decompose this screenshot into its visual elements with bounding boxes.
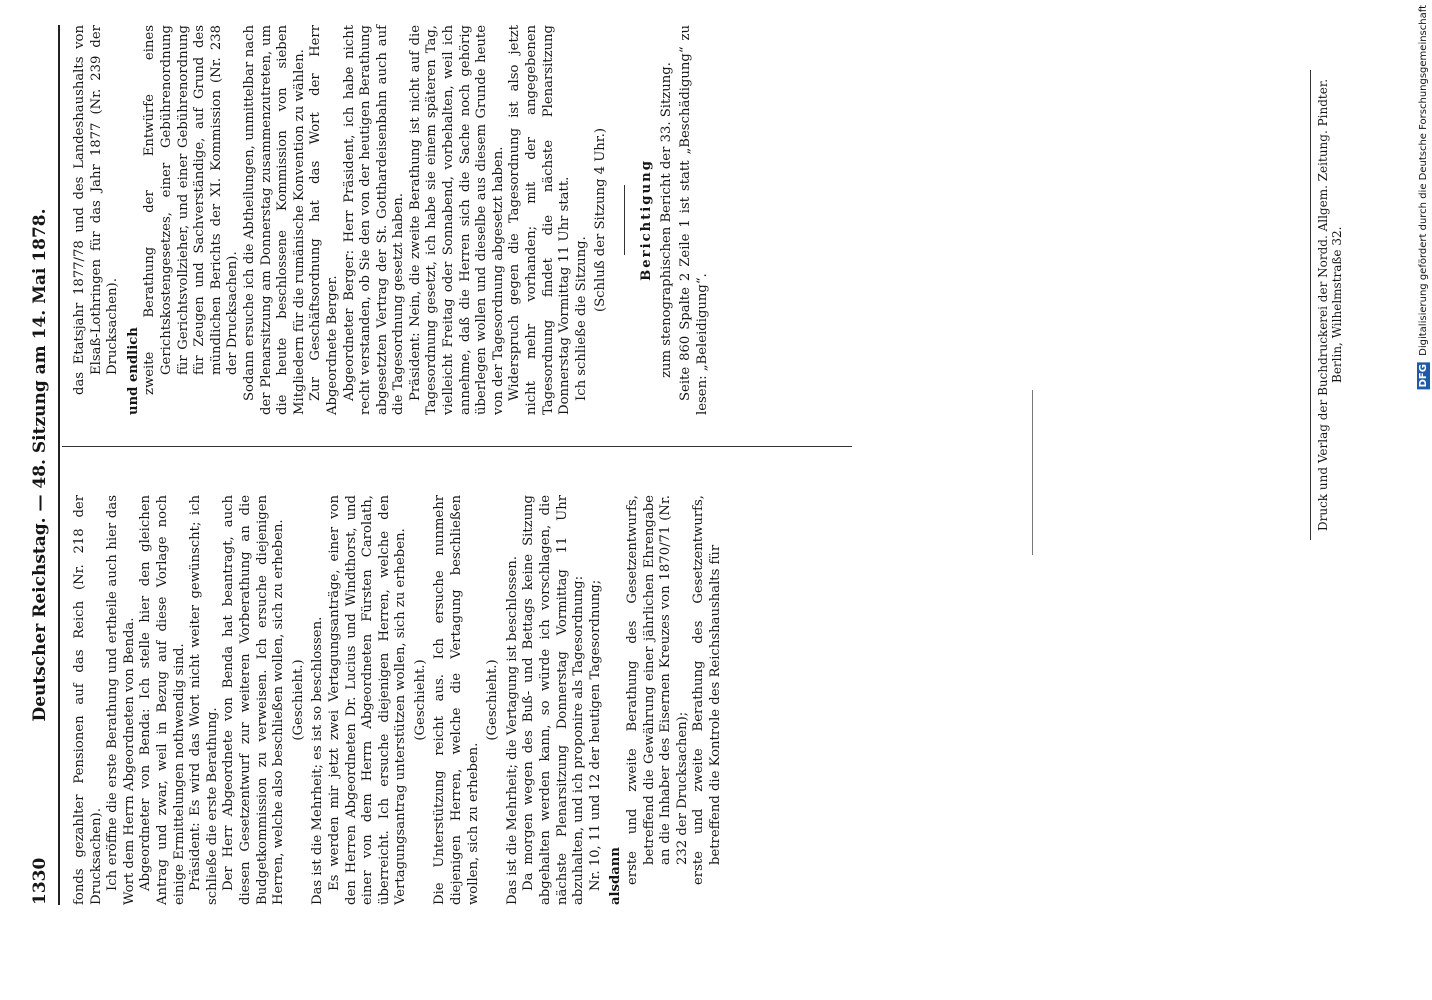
page-number: 1330 (30, 857, 50, 905)
scan-artifact-line (1032, 390, 1033, 555)
agenda-connector: alsdann (608, 847, 624, 905)
paragraph: Präsident: Nein, die zweite Berathung ist nicht auf die Tagesordnung gesetzt, ich habe sie einem späteren Tag, vielleicht Freitag oder Sonnabend, vorbehalten, weil ich annehme, daß die Herren sich die Sache noch gehörig überlegen wollen und dieselbe aus diesem Grunde heute von der Tagesordnung abgesetzt haben. (407, 25, 506, 415)
paragraph: Das ist die Mehrheit; die Vertagung ist beschlossen. (504, 556, 520, 905)
paragraph: Der Herr Abgeordnete von Benda hat beantragt, auch diesen Gesetzentwurf zur weiteren Vorberathung an die Budgetkommission zu verweisen. Ich ersuche diejenigen Herren, welche also beschließen wollen, sich zu erheben. (221, 495, 287, 905)
imprint-block (1300, 70, 1350, 540)
paragraph: Sodann ersuche ich die Abtheilungen, unmittelbar nach der Plenarsitzung am Donnerstag zusammenzutreten, um die heute beschlossene Kommission von sieben Mitgliedern für die rumänische Konvention zu wählen. (241, 25, 307, 415)
agenda-item: zweite Berathung der Entwürfe eines Gerichtskostengesetzes, einer Gebührenordnung für Gerichtsvollzieher, und einer Gebührenordnung für Zeugen und Sachverständige, auf Grund des mündlichen Berichts der XI. Kommission (Nr. 238 der Drucksachen). (142, 25, 241, 395)
agenda-item: das Etatsjahr 1877/78 und des Landeshaushalts von Elsaß-Lothringen für das Jahr 1877 (Nr. 239 der Drucksachen). (72, 25, 121, 395)
paragraph: Da morgen wegen des Buß- und Bettags keine Sitzung abgehalten werden kann, so würde ich vorschlagen, die nächste Plenarsitzung Donnerstag Vormittag 11 Uhr abzuhalten, und ich proponire als Tagesordnung: (521, 495, 587, 905)
dfg-logo: DFG (1418, 364, 1429, 388)
column-separator (62, 446, 852, 447)
session-close: (Schluß der Sitzung 4 Uhr.) (593, 128, 609, 313)
paragraph: Präsident: Es wird das Wort nicht weiter gewünscht; ich schließe die erste Berathung. (188, 495, 220, 905)
digitization-credit (1417, 5, 1430, 389)
paragraph: Es werden mir jetzt zwei Vertagungsanträge, einer von den Herren Abgeordneten Dr. Lucius und Windthorst, und einer von dem Herrn Abgeordneten Fürsten Carolath, überreicht. Ich ersuche diejenigen Herren, welche den Vertagungsantrag unterstützen wollen, sich zu erheben. (326, 495, 409, 905)
agenda-connector: und endlich (125, 327, 141, 415)
imprint: Druck und Verlag der Buchdruckerei der Nordd. Allgem. Zeitung. Pindter. Berlin, Wilhelmstraße 32. (1316, 78, 1344, 532)
correction-heading: Berichtigung (639, 159, 654, 281)
header-rule (58, 25, 60, 905)
agenda-item: Nr. 10, 11 und 12 der heutigen Tagesordnung; (587, 579, 603, 891)
paragraph: Abgeordneter Berger: Herr Präsident, ich habe nicht recht verstanden, ob Sie den von der heutigen Berathung abgesetzten Vertrag der St. Gotthardeisenbahn auch auf die Tagesordnung gesetzt haben. (341, 25, 407, 415)
right-column (72, 25, 711, 415)
left-column (72, 495, 725, 905)
paragraph: Ich schließe die Sitzung. (573, 236, 589, 401)
running-title: Deutscher Reichstag. — 48. Sitzung am 14. Mai 1878. (30, 208, 50, 722)
imprint-rule (1310, 70, 1311, 540)
paragraph: Abgeordneter von Benda: Ich stelle hier den gleichen Antrag und zwar, weil in Bezug auf diese Vorlage noch einige Ermittelungen nothwendig sind. (138, 495, 187, 905)
section-rule (624, 185, 625, 255)
correction-text: Seite 860 Spalte 2 Zeile 1 ist statt „Beschädigung“ zu lesen: „Beleidigung“. (678, 25, 710, 415)
paragraph: Die Unterstützung reicht aus. Ich ersuche nunmehr diejenigen Herren, welche die Vertagung beschließen wollen, sich zu erheben. (432, 495, 481, 905)
paragraph: Widerspruch gegen die Tagesordnung ist also jetzt nicht mehr vorhanden; mit der angegebenen Tagesordnung findet die nächste Plenarsitzung Donnerstag Vormittag 11 Uhr statt. (507, 25, 573, 415)
stage-direction: (Geschieht.) (485, 659, 501, 741)
paragraph: Zur Geschäftsordnung hat das Wort der Herr Abgeordnete Berger. (308, 25, 340, 415)
paragraph: Ich eröffne die erste Berathung und ertheile auch hier das Wort dem Herrn Abgeordneten von Benda. (105, 495, 137, 905)
agenda-item: erste und zweite Berathung des Gesetzentwurfs, betreffend die Gewährung einer jährlichen Ehrengabe an die Inhaber des Eisernen Kreuzes von 1870/71 (Nr. 232 der Drucksachen); (625, 495, 690, 885)
paragraph: Das ist die Mehrheit; es ist so beschlossen. (310, 616, 326, 905)
stage-direction: (Geschieht.) (412, 659, 428, 741)
stage-direction: (Geschieht.) (290, 659, 306, 741)
digitization-note: Digitalisierung gefördert durch die Deutsche Forschungsgemeinschaft (1418, 5, 1429, 356)
correction-subheading: zum stenographischen Bericht der 33. Sitzung. (658, 62, 674, 378)
agenda-item: erste und zweite Berathung des Gesetzentwurfs, betreffend die Kontrole des Reichshaushalts für (691, 495, 723, 885)
paragraph: fonds gezahlter Pensionen auf das Reich (Nr. 218 der Drucksachen). (72, 495, 104, 905)
